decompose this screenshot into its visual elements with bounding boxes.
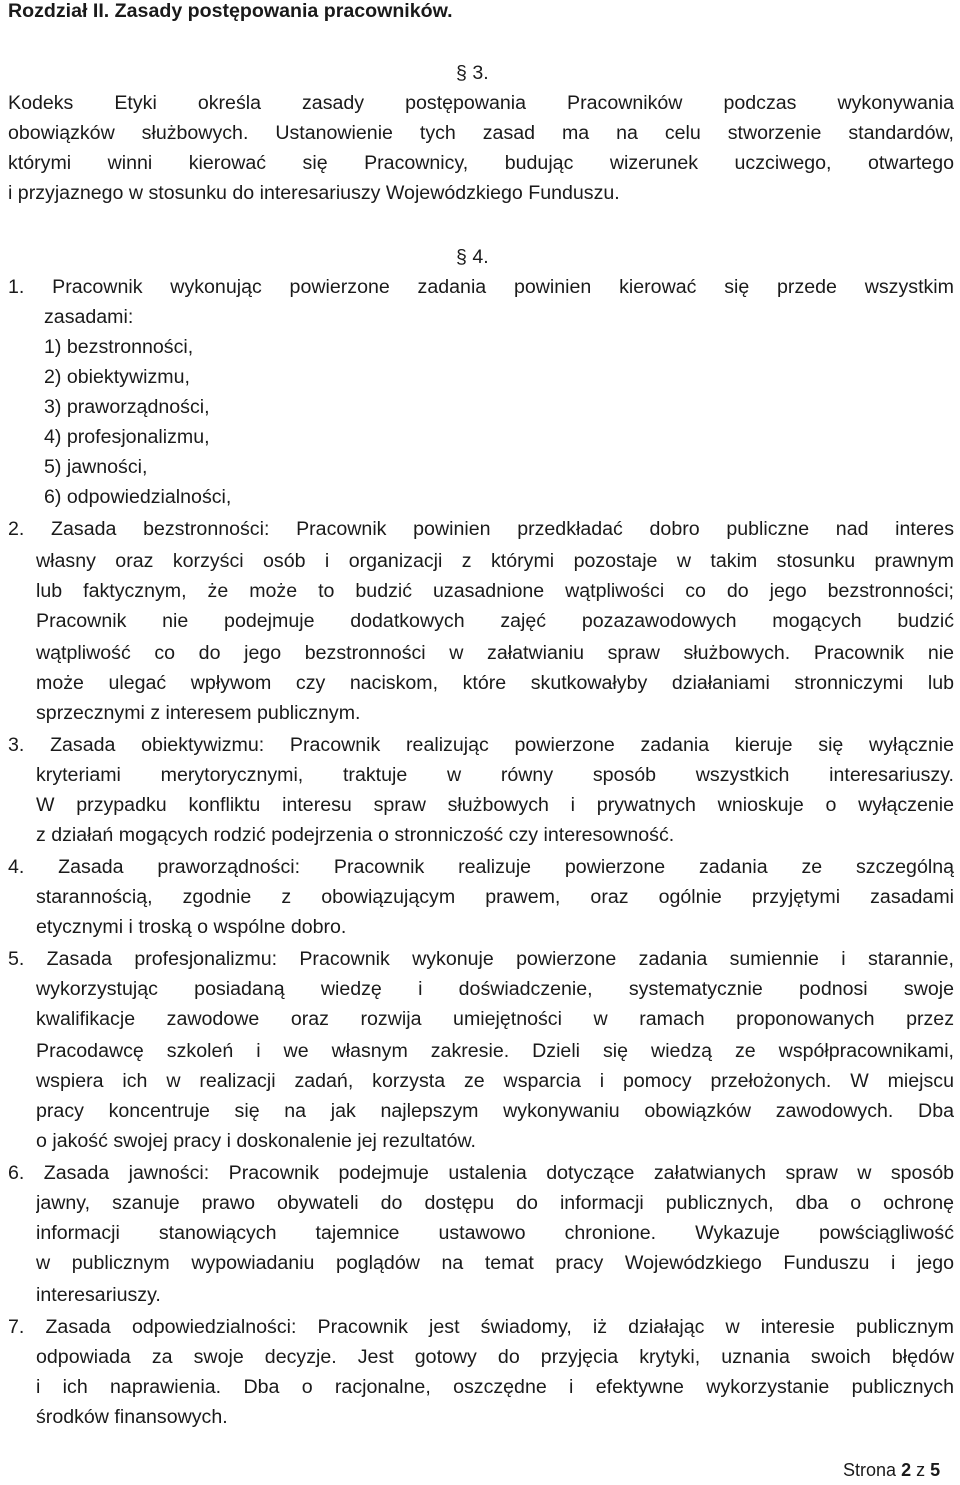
section-4-heading: § 4. (456, 246, 489, 268)
principle-item: 2) obiektywizmu, (44, 366, 190, 388)
principle-item: 4) profesjonalizmu, (44, 426, 210, 448)
section-3-heading: § 3. (456, 62, 489, 84)
paragraph-5-line: wspiera ich w realizacji zadań, korzysta ze wsparcia i pomocy przełożonych. W miejscu (36, 1070, 954, 1092)
section-3-line: którymi winni kierować się Pracownicy, budując wizerunek uczciwego, otwartego (8, 152, 954, 174)
paragraph-5-line: Pracodawcę szkoleń i we własnym zakresie. Dzieli się wiedzą ze współpracownikami, (36, 1040, 954, 1062)
paragraph-1-line: 1. Pracownik wykonując powierzone zadania powinien kierować się przede wszystkim (8, 276, 954, 298)
paragraph-7-line: i ich naprawienia. Dba o racjonalne, oszczędne i efektywne wykorzystanie publicznych (36, 1376, 954, 1398)
paragraph-2-line: 2. Zasada bezstronności: Pracownik powinien przedkładać dobro publiczne nad interes (8, 518, 954, 540)
principle-item: 3) praworządności, (44, 396, 210, 418)
page-current: 2 (901, 1460, 912, 1480)
section-3-line: Kodeks Etyki określa zasady postępowania Pracowników podczas wykonywania (8, 92, 954, 114)
paragraph-3-line: z działań mogących rodzić podejrzenia o stronniczość czy interesowność. (36, 824, 675, 846)
paragraph-6-line: 6. Zasada jawności: Pracownik podejmuje ustalenia dotyczące załatwianych spraw w sposób (8, 1162, 954, 1184)
paragraph-6-line: w publicznym wypowiadaniu poglądów na temat pracy Wojewódzkiego Funduszu i jego (36, 1252, 954, 1274)
paragraph-4-line: etycznymi i troską o wspólne dobro. (36, 916, 347, 938)
paragraph-2-line: własny oraz korzyści osób i organizacji z którymi pozostaje w takim stosunku prawnym (36, 550, 954, 572)
paragraph-4-line: 4. Zasada praworządności: Pracownik realizuje powierzone zadania ze szczególną (8, 856, 954, 878)
paragraph-5-line: kwalifikacje zawodowe oraz rozwija umiejętności w ramach proponowanych przez (36, 1008, 954, 1030)
paragraph-2-line: lub faktycznym, że może to budzić uzasadnione wątpliwości co do jego bezstronności; (36, 580, 954, 602)
page-footer (843, 1455, 940, 1485)
section-3-line: obowiązków służbowych. Ustanowienie tych zasad ma na celu stworzenie standardów, (8, 122, 954, 144)
section-3-line: i przyjaznego w stosunku do interesariuszy Wojewódzkiego Funduszu. (8, 182, 620, 204)
paragraph-2-line: Pracownik nie podejmuje dodatkowych zajęć pozazawodowych mogących budzić (36, 610, 954, 632)
paragraph-2-line: sprzecznymi z interesem publicznym. (36, 702, 361, 724)
chapter-title: Rozdział II. Zasady postępowania pracowników. (8, 0, 453, 22)
paragraph-5-line: 5. Zasada profesjonalizmu: Pracownik wykonuje powierzone zadania sumiennie i starannie, (8, 948, 954, 970)
paragraph-6-line: informacji stanowiących tajemnice ustawowo chronione. Wykazuje powściągliwość (36, 1222, 954, 1244)
paragraph-2-line: może ulegać wpływom czy naciskom, które skutkowałyby działaniami stronniczymi lub (36, 672, 954, 694)
paragraph-3-line: W przypadku konfliktu interesu spraw służbowych i prywatnych wnioskuje o wyłączenie (36, 794, 954, 816)
paragraph-5-line: pracy koncentruje się na jak najlepszym wykonywaniu obowiązków zawodowych. Dba (36, 1100, 954, 1122)
paragraph-7-line: 7. Zasada odpowiedzialności: Pracownik jest świadomy, iż działając w interesie publicznym (8, 1316, 954, 1338)
paragraph-5-line: wykorzystując posiadaną wiedzę i doświadczenie, systematycznie podnosi swoje (36, 978, 954, 1000)
principle-item: 1) bezstronności, (44, 336, 194, 358)
page-label: Strona (843, 1460, 897, 1480)
paragraph-7-line: odpowiada za swoje decyzje. Jest gotowy do przyjęcia krytyki, uznania swoich błędów (36, 1346, 954, 1368)
page-separator: z (916, 1460, 926, 1480)
paragraph-3-line: 3. Zasada obiektywizmu: Pracownik realizując powierzone zadania kieruje się wyłącznie (8, 734, 954, 756)
principle-item: 5) jawności, (44, 456, 148, 478)
paragraph-1-line: zasadami: (44, 306, 134, 328)
paragraph-3-line: kryteriami merytorycznymi, traktuje w równy sposób wszystkich interesariuszy. (36, 764, 954, 786)
paragraph-6-line: interesariuszy. (36, 1284, 161, 1306)
paragraph-2-line: wątpliwość co do jego bezstronności w załatwianiu spraw służbowych. Pracownik nie (36, 642, 954, 664)
paragraph-4-line: starannością, zgodnie z obowiązującym prawem, oraz ogólnie przyjętymi zasadami (36, 886, 954, 908)
paragraph-7-line: środków finansowych. (36, 1406, 228, 1428)
principle-item: 6) odpowiedzialności, (44, 486, 232, 508)
paragraph-5-line: o jakość swojej pracy i doskonalenie jej rezultatów. (36, 1130, 476, 1152)
page-total: 5 (930, 1460, 941, 1480)
paragraph-6-line: jawny, szanuje prawo obywateli do dostępu do informacji publicznych, dba o ochronę (36, 1192, 954, 1214)
